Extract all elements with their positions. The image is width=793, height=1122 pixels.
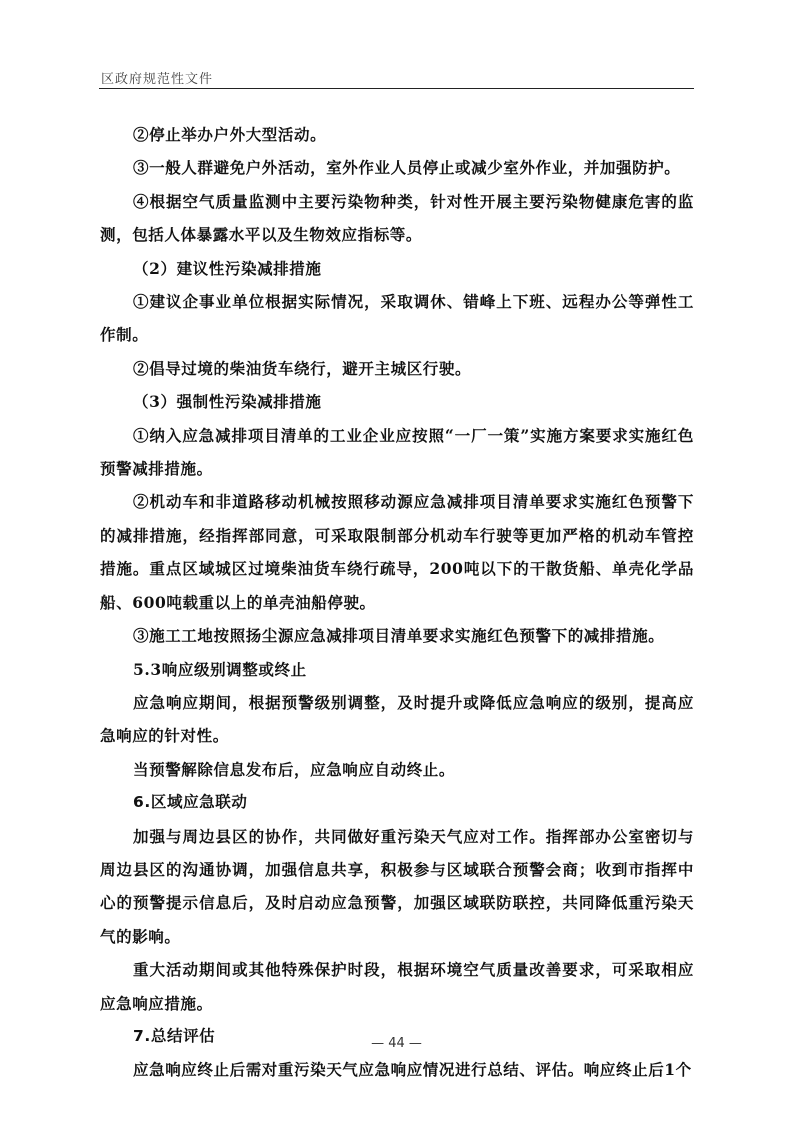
paragraph-evaluation: 应急响应终止后需对重污染天气应急响应情况进行总结、评估。响应终止后1个: [133, 1060, 692, 1080]
paragraph-mandatory-3: ③施工工地按照扬尘源应急减排项目清单要求实施红色预警下的减排措施。: [133, 626, 665, 646]
paragraph-mandatory-2: ②机动车和非道路移动机械按照移动源应急减排项目清单要求实施红色预警下的减排措施，经指挥部同意，可采取限制部分机动车行驶等更加严格的机动车管控措施。重点区域城区过境柴油货车绕行疏导，200吨以下的干散货船、单壳化学品船、600吨载重以上的单壳油船停驶。: [100, 492, 694, 612]
paragraph-measure-3: ③一般人群避免户外活动，室外作业人员停止或减少室外作业，并加强防护。: [133, 158, 681, 178]
paragraph-major-events: 重大活动期间或其他特殊保护时段，根据环境空气质量改善要求，可采取相应应急响应措施。: [100, 960, 694, 1013]
paragraph-response-end: 当预警解除信息发布后，应急响应自动终止。: [133, 759, 456, 779]
paragraph-suggested-1: ①建议企事业单位根据实际情况，采取调休、错峰上下班、远程办公等弹性工作制。: [100, 292, 694, 345]
paragraph-mandatory-1: ①纳入应急减排项目清单的工业企业应按照“一厂一策”实施方案要求实施红色预警减排措施。: [100, 425, 694, 479]
heading-section-7: 7.总结评估: [133, 1026, 216, 1045]
page-number: — 44 —: [371, 1036, 422, 1051]
paragraph-measure-2: ②停止举办户外大型活动。: [133, 125, 327, 144]
paragraph-suggested-2: ②倡导过境的柴油货车绕行，避开主城区行驶。: [133, 358, 472, 378]
paragraph-response-adjust: 应急响应期间，根据预警级别调整，及时提升或降低应急响应的级别，提高应急响应的针对性。: [100, 692, 694, 746]
paragraph-regional-coordination: 加强与周边县区的协作，共同做好重污染天气应对工作。指挥部办公室密切与周边县区的沟通协调，加强信息共享，积极参与区域联合预警会商；收到市指挥中心的预警提示信息后，及时启动应急预警，加强区域联防联控，共同降低重污染天气的影响。: [100, 826, 694, 946]
subheading-5-3: 5.3响应级别调整或终止: [133, 659, 307, 679]
subheading-suggested-measures: （2）建议性污染减排措施: [133, 258, 322, 278]
page-header: [99, 66, 694, 89]
header-title: 区政府规范性文件: [101, 72, 214, 87]
paragraph-measure-4: ④根据空气质量监测中主要污染物种类，针对性开展主要污染物健康危害的监测，包括人体暴露水平以及生物效应指标等。: [100, 191, 694, 245]
document-body: [100, 118, 694, 1087]
subheading-mandatory-measures: （3）强制性污染减排措施: [133, 392, 322, 412]
heading-section-6: 6.区域应急联动: [133, 793, 248, 812]
